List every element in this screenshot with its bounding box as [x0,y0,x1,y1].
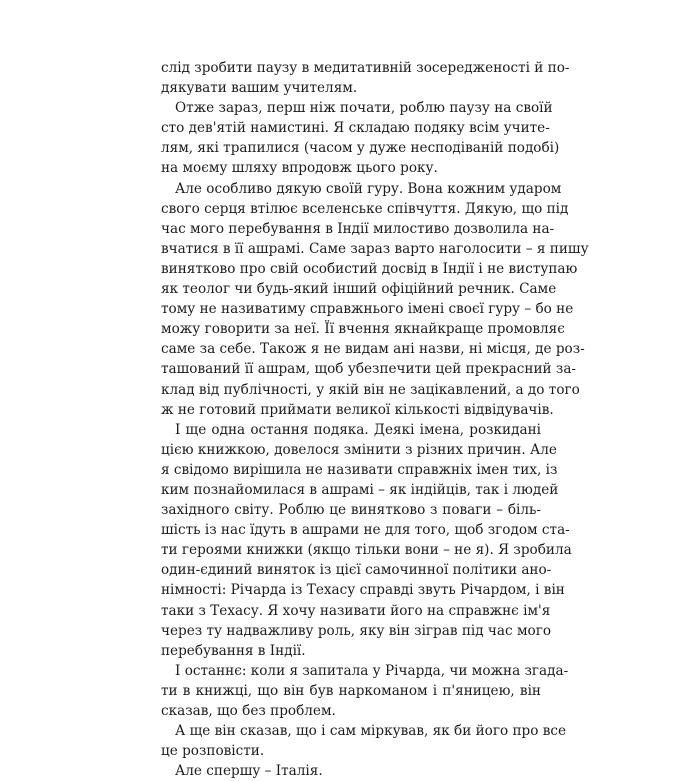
text-line: час мого перебування в Індії милостиво дозволила на- [161,220,555,237]
text-line: ти в книжці, що він був наркоманом і п'яницею, він [161,682,541,699]
text-line: клад від публічності, у якій він не зацікавлений, а до того [161,381,580,398]
page-text-body [161,58,589,781]
paragraph [161,721,567,761]
text-line: вчатися в її ашрамі. Саме зараз варто наголосити – я пишу [161,240,589,257]
paragraph [161,58,570,98]
text-line: винятково про свій особистий досвід в Індії і не виступаю [161,260,578,277]
text-line: це розповісти. [161,743,265,760]
text-line: один-єдиний виняток із цієї самочинної політики ано- [161,562,552,579]
text-line: Отже зараз, перш ніж почати, роблю паузу на своїй [175,100,553,117]
text-line: І ще одна остання подяка. Деякі імена, розкидані [175,421,541,438]
text-line: шість із нас їдуть в ашрами не для того, щоб згодом ста- [161,522,570,539]
text-line: дякувати вашим учителям. [161,80,358,97]
text-line: тому не називатиму справжнього імені своєї гуру – бо не [161,301,574,318]
text-line: на моєму шляху впродовж цього року. [161,160,438,177]
text-line: ташований її ашрам, щоб убезпечити цей прекрасний за- [161,361,577,378]
text-line: як теолог чи будь-який інший офіційний речник. Саме [161,281,557,298]
text-line: саме за себе. Також я не видам ані назви, ні місця, де роз- [161,341,585,358]
paragraph [161,179,589,420]
paragraph [161,98,560,178]
text-line: ти героями книжки (якщо тільки вони – не я). Я зробила [161,542,572,559]
text-line: сказав, що без проблем. [161,703,336,719]
text-line: Але спершу – Італія. [175,763,323,780]
text-line: А ще він сказав, що і сам міркував, як би його про все [175,723,567,740]
text-line: можу говорити за неї. Її вчення якнайкраще промовляє [161,321,565,338]
text-line: слід зробити паузу в медитативній зосередженості й по- [161,60,570,76]
text-line: перебування в Індії. [161,642,306,659]
text-line: сто дев'ятій намистині. Я складаю подяку всім учите- [161,120,550,137]
paragraph [161,420,572,661]
text-line: я свідомо вирішила не називати справжніх імен тих, із [161,461,558,478]
text-line: таки з Техасу. Я хочу називати його на справжнє ім'я [161,602,551,619]
text-line: ж не готовий приймати великої кількості відвідувачів. [161,401,554,418]
paragraph [161,761,541,781]
text-line: свого серця втілює вселенське співчуття. Дякую, що під [161,200,569,217]
text-line: І останнє: коли я запитала у Річарда, чи можна згада- [175,662,569,679]
text-line: Але особливо дякую своїй гуру. Вона кожним ударом [175,180,562,197]
text-line: лям, які трапилися (часом у дуже несподіваній подобі) [161,140,560,157]
text-line: через ту надважливу роль, яку він зіграв під час мого [161,622,552,639]
paragraph [161,661,569,721]
text-line: цією книжкою, довелося змінити з різних причин. Але [161,441,557,458]
text-line: німності: Річарда із Техасу справді звуть Річардом, і він [161,582,565,599]
text-line: ким познайомилася в ашрамі – як індійців, так і людей [161,481,559,498]
text-line: західного світу. Роблю це винятково з поваги – біль- [161,502,541,519]
